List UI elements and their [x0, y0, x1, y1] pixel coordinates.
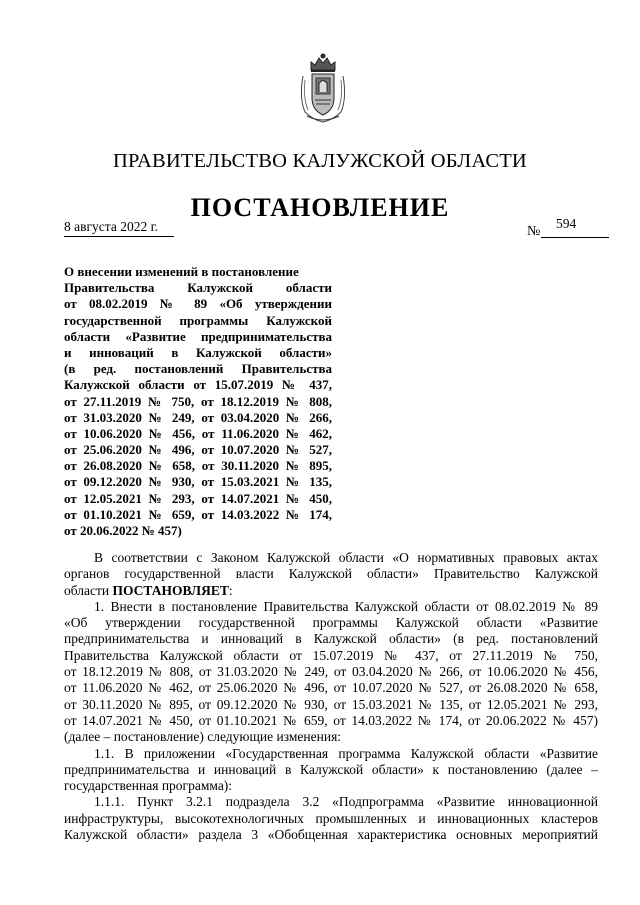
subject-line: области «Развитие предпринимательства: [64, 328, 332, 344]
body-line: Калужской области» раздела 3 «Обобщенная характеристика основных мероприятий: [64, 827, 598, 843]
body-line: Правительства Калужской области от 15.07.2019 № 437, от 27.11.2019 № 750,: [64, 647, 598, 663]
body-line: «Об утверждении государственной программы Калужской области «Развитие: [64, 615, 598, 631]
subject-line: Правительства Калужской области: [64, 280, 332, 296]
body-text: области: [64, 582, 113, 598]
resolves-keyword: ПОСТАНОВЛЯЕТ: [112, 582, 229, 598]
subject-line: от 09.12.2020 № 930, от 15.03.2021 № 135,: [64, 474, 332, 490]
body-line: В соответствии с Законом Калужской области «О нормативных правовых актах: [94, 550, 598, 565]
document-date: 8 августа 2022 г.: [64, 219, 174, 237]
body-line: государственная программа):: [64, 778, 233, 794]
body-line: от 30.11.2020 № 895, от 09.12.2020 № 930, от 15.03.2021 № 135, от 12.05.2021 № 293,: [64, 696, 598, 712]
body-line: 1. Внести в постановление Правительства Калужской области от 08.02.2019 № 89: [94, 598, 598, 614]
body-line: от 18.12.2019 № 808, от 31.03.2020 № 249, от 03.04.2020 № 266, от 10.06.2020 № 456,: [64, 664, 598, 680]
body-line: инфраструктуры, высокотехнологичных промышленных и инновационных кластеров: [64, 810, 598, 826]
subject-line: Калужской области от 15.07.2019 № 437,: [64, 377, 332, 393]
coat-of-arms-icon: [295, 52, 351, 124]
body-line: [64, 583, 598, 599]
document-body: [64, 550, 598, 843]
subject-line: от 31.03.2020 № 249, от 03.04.2020 № 266,: [64, 409, 332, 425]
body-text: :: [228, 582, 233, 598]
subject-line: от 08.02.2019 № 89 «Об утверждении: [64, 296, 332, 312]
subject-line: О внесении изменений в постановление: [64, 264, 299, 279]
body-line: органов государственной власти Калужской области» Правительство Калужской: [64, 566, 598, 582]
body-line: 1.1.1. Пункт 3.2.1 подраздела 3.2 «Подпрограмма «Развитие инновационной: [94, 794, 598, 810]
body-line: от 11.06.2020 № 462, от 25.06.2020 № 496, от 10.07.2020 № 527, от 26.08.2020 № 658,: [64, 680, 598, 696]
subject-line: от 10.06.2020 № 456, от 11.06.2020 № 462,: [64, 425, 332, 441]
subject-line: государственной программы Калужской: [64, 312, 332, 328]
subject-line: (в ред. постановлений Правительства: [64, 361, 332, 377]
government-title: ПРАВИТЕЛЬСТВО КАЛУЖСКОЙ ОБЛАСТИ: [113, 150, 527, 172]
body-line: 1.1. В приложении «Государственная программа Калужской области «Развитие: [94, 745, 598, 761]
subject-line: от 26.08.2020 № 658, от 30.11.2020 № 895,: [64, 458, 332, 474]
body-line: (далее – постановление) следующие изменения:: [64, 729, 342, 745]
subject-line: от 12.05.2021 № 293, от 14.07.2021 № 450,: [64, 490, 332, 506]
body-line: предпринимательства и инноваций в Калужской области» (в ред. постановлений: [64, 631, 598, 647]
body-line: предпринимательства и инноваций в Калужской области» к постановлению (далее –: [64, 761, 598, 777]
subject-line: от 01.10.2021 № 659, от 14.03.2022 № 174,: [64, 506, 332, 522]
number-label: №: [527, 224, 541, 239]
document-type-heading: ПОСТАНОВЛЕНИЕ: [190, 193, 450, 222]
subject-line: от 25.06.2020 № 496, от 10.07.2020 № 527,: [64, 442, 332, 458]
subject-line: от 27.11.2019 № 750, от 18.12.2019 № 808,: [64, 393, 332, 409]
subject-line: от 20.06.2022 № 457): [64, 523, 182, 538]
subject-block: [64, 264, 332, 539]
document-number: 594: [541, 216, 609, 238]
body-line: от 14.07.2021 № 450, от 01.10.2021 № 659, от 14.03.2022 № 174, от 20.06.2022 № 457): [64, 712, 598, 728]
subject-line: и инноваций в Калужской области»: [64, 344, 332, 360]
